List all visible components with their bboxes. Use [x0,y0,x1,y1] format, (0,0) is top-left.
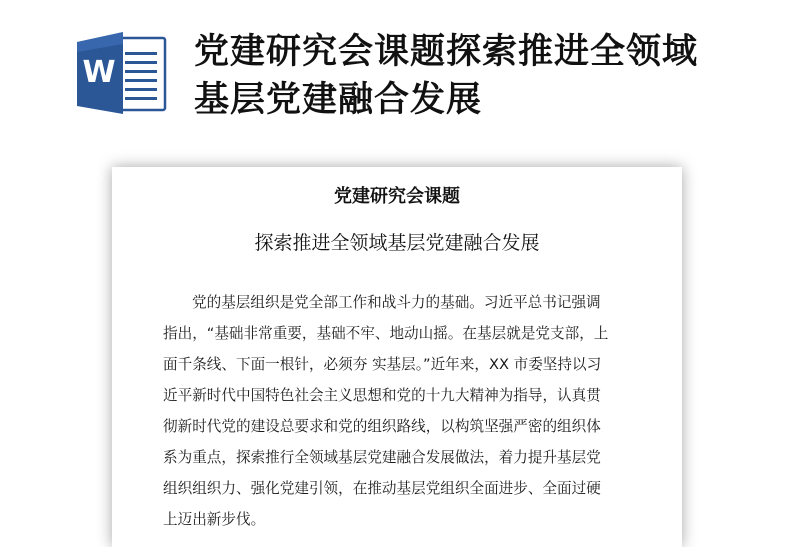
document-page-preview [112,167,682,547]
body-line: 党的基层组织是党全部工作和战斗力的基础。习近平总书记强调 [192,294,601,311]
body-line: 组织组织力、强化党建引领，在推动基层党组织全面进步、全面过硬 [163,480,601,497]
word-icon-letter: W [82,55,116,90]
page-title-line-1: 党建研究会课题探索推进全领域 [194,32,699,72]
word-document-icon [75,30,167,116]
document-body [163,287,643,535]
page-title-line-2: 基层党建融合发展 [194,80,483,120]
body-line: 系为重点，探索推行全领域基层党建融合发展做法，着力提升基层党 [163,449,601,466]
body-line: 面千条线、下面一根针，必须夯 实基层。”近年来，XX 市委坚持以习 [163,356,602,373]
body-line: 上迈出新步伐。 [163,511,266,528]
page-title [194,28,774,124]
document-subheading: 探索推进全领域基层党建融合发展 [254,232,540,254]
body-line: 指出，“基础非常重要，基础不牢、地动山摇。在基层就是党支部，上 [163,325,609,342]
document-heading: 党建研究会课题 [334,186,460,207]
body-line: 彻新时代党的建设总要求和党的组织路线，以构筑坚强严密的组织体 [163,418,601,435]
header [0,0,800,150]
body-line: 近平新时代中国特色社会主义思想和党的十九大精神为指导，认真贯 [163,387,601,404]
